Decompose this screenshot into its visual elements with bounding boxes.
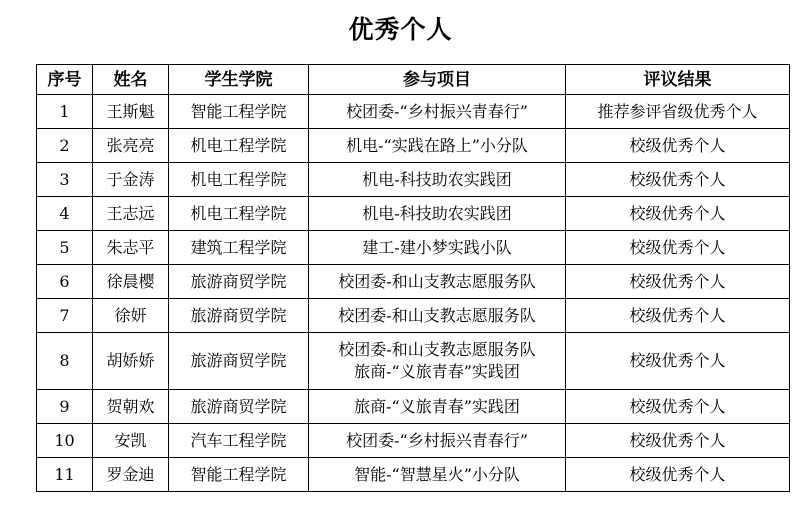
cell-project (309, 390, 566, 424)
project-line: 机电-“实践在路上”小分队 (346, 135, 528, 155)
table-row (37, 231, 790, 265)
table-row (37, 197, 790, 231)
cell-name: 王斯魁 (93, 95, 169, 129)
cell-project (309, 458, 566, 492)
cell-project (309, 299, 566, 333)
cell-college: 机电工程学院 (169, 197, 309, 231)
header-project: 参与项目 (309, 65, 566, 95)
cell-name: 徐妍 (93, 299, 169, 333)
table-row (37, 265, 790, 299)
cell-result: 校级优秀个人 (566, 390, 790, 424)
project-line: 机电-科技助农实践团 (362, 203, 512, 223)
cell-project (309, 333, 566, 390)
cell-college: 智能工程学院 (169, 95, 309, 129)
cell-project (309, 424, 566, 458)
cell-result: 校级优秀个人 (566, 458, 790, 492)
table-row (37, 163, 790, 197)
cell-result: 校级优秀个人 (566, 333, 790, 390)
cell-name: 胡娇娇 (93, 333, 169, 390)
table-row (37, 129, 790, 163)
header-result: 评议结果 (566, 65, 790, 95)
cell-name: 王志远 (93, 197, 169, 231)
cell-name: 于金涛 (93, 163, 169, 197)
cell-college: 建筑工程学院 (169, 231, 309, 265)
table-row (37, 299, 790, 333)
cell-project (309, 231, 566, 265)
cell-college: 旅游商贸学院 (169, 333, 309, 390)
project-line: 校团委-“乡村振兴青春行” (346, 430, 528, 450)
cell-project (309, 197, 566, 231)
cell-seq: 3 (37, 163, 93, 197)
cell-seq: 8 (37, 333, 93, 390)
cell-result: 校级优秀个人 (566, 424, 790, 458)
cell-seq: 10 (37, 424, 93, 458)
cell-result: 校级优秀个人 (566, 129, 790, 163)
table-row (37, 95, 790, 129)
cell-result: 校级优秀个人 (566, 231, 790, 265)
cell-seq: 1 (37, 95, 93, 129)
project-line: 机电-科技助农实践团 (362, 169, 512, 189)
header-row (37, 65, 790, 95)
cell-college: 旅游商贸学院 (169, 265, 309, 299)
table-row (37, 458, 790, 492)
cell-result: 校级优秀个人 (566, 197, 790, 231)
cell-project (309, 163, 566, 197)
table-body (37, 95, 790, 492)
cell-seq: 7 (37, 299, 93, 333)
cell-seq: 11 (37, 458, 93, 492)
cell-seq: 9 (37, 390, 93, 424)
table-row (37, 333, 790, 390)
honor-table (36, 64, 790, 492)
cell-college: 智能工程学院 (169, 458, 309, 492)
cell-name: 安凯 (93, 424, 169, 458)
cell-project (309, 129, 566, 163)
cell-name: 徐晨樱 (93, 265, 169, 299)
table-row (37, 390, 790, 424)
cell-result: 校级优秀个人 (566, 265, 790, 299)
cell-name: 朱志平 (93, 231, 169, 265)
project-line: 校团委-“乡村振兴青春行” (346, 101, 528, 121)
cell-college: 旅游商贸学院 (169, 390, 309, 424)
project-line: 建工-建小梦实践小队 (362, 237, 512, 257)
page-title: 优秀个人 (348, 15, 453, 44)
cell-seq: 4 (37, 197, 93, 231)
cell-college: 旅游商贸学院 (169, 299, 309, 333)
cell-seq: 5 (37, 231, 93, 265)
cell-name: 张亮亮 (93, 129, 169, 163)
cell-college: 汽车工程学院 (169, 424, 309, 458)
project-line: 旅商-“义旅青春”实践团 (354, 362, 520, 381)
project-line: 校团委-和山支教志愿服务队 (338, 271, 536, 291)
cell-result: 校级优秀个人 (566, 163, 790, 197)
cell-project (309, 95, 566, 129)
cell-college: 机电工程学院 (169, 163, 309, 197)
cell-college: 机电工程学院 (169, 129, 309, 163)
cell-result: 校级优秀个人 (566, 299, 790, 333)
header-seq: 序号 (37, 65, 93, 95)
header-name: 姓名 (93, 65, 169, 95)
cell-seq: 6 (37, 265, 93, 299)
table-row (37, 424, 790, 458)
project-line: 旅商-“义旅青春”实践团 (354, 396, 520, 416)
project-line: 智能-“智慧星火”小分队 (354, 464, 520, 484)
cell-result: 推荐参评省级优秀个人 (566, 95, 790, 129)
cell-seq: 2 (37, 129, 93, 163)
cell-project (309, 265, 566, 299)
header-college: 学生学院 (169, 65, 309, 95)
cell-name: 罗金迪 (93, 458, 169, 492)
cell-name: 贺朝欢 (93, 390, 169, 424)
project-line: 校团委-和山支教志愿服务队 (338, 305, 536, 325)
project-line: 校团委-和山支教志愿服务队 (338, 340, 536, 359)
